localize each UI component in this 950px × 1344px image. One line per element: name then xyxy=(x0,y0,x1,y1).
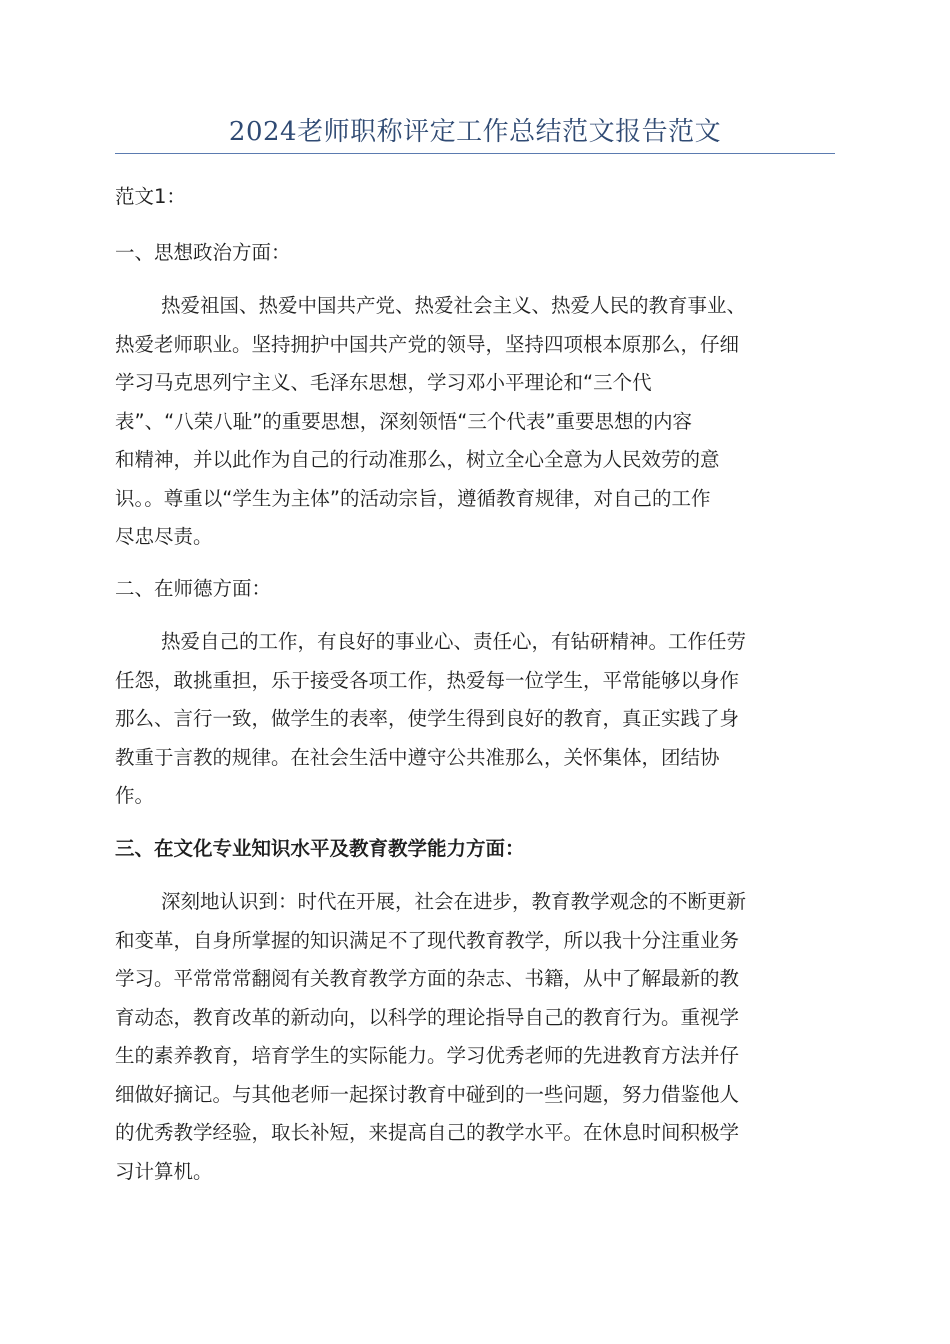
paragraph-line: 深刻地认识到：时代在开展，社会在进步，教育教学观念的不断更新 xyxy=(161,890,747,913)
paragraph-line: 和变革，自身所掌握的知识满足不了现代教育教学，所以我十分注重业务 xyxy=(115,928,740,952)
paragraph-line: 学习马克思列宁主义、毛泽东思想，学习邓小平理论和“三个代 xyxy=(115,371,652,394)
section1-paragraph xyxy=(115,287,835,557)
paragraph-line: 表”、“八荣八耻”的重要思想，深刻领悟“三个代表”重要思想的内容 xyxy=(115,409,693,433)
paragraph-line: 的优秀教学经验，取长补短，来提高自己的教学水平。在休息时间积极学 xyxy=(115,1121,740,1144)
paragraph-line: 热爱自己的工作，有良好的事业心、责任心，有钻研精神。工作任劳 xyxy=(161,630,747,653)
section3-heading: 三、在文化专业知识水平及教育教学能力方面： xyxy=(115,837,525,860)
paragraph-line: 育动态，教育改革的新动向，以科学的理论指导自己的教育行为。重视学 xyxy=(115,1005,740,1029)
section2-heading: 二、在师德方面： xyxy=(115,577,272,600)
paragraph-line: 热爱祖国、热爱中国共产党、热爱社会主义、热爱人民的教育事业、 xyxy=(161,294,747,317)
paragraph-line: 热爱老师职业。坚持拥护中国共产党的领导，坚持四项根本原那么，仔细 xyxy=(115,332,740,356)
section1-heading: 一、思想政治方面： xyxy=(115,241,291,264)
paragraph-line: 那么、言行一致，做学生的表率，使学生得到良好的教育，真正实践了身 xyxy=(115,707,740,730)
document-title: 2024老师职称评定工作总结范文报告范文 xyxy=(228,117,722,147)
paragraph-line: 尽忠尽责。 xyxy=(115,525,213,548)
paragraph-line: 生的素养教育，培育学生的实际能力。学习优秀老师的先进教育方法并仔 xyxy=(115,1044,740,1067)
sample-label: 范文1： xyxy=(115,185,186,208)
section2-paragraph xyxy=(115,623,835,816)
paragraph-line: 细做好摘记。与其他老师一起探讨教育中碰到的一些问题，努力借鉴他人 xyxy=(115,1082,740,1106)
paragraph-line: 和精神，并以此作为自己的行动准那么，树立全心全意为人民效劳的意 xyxy=(115,448,720,471)
section3-paragraph xyxy=(115,883,835,1191)
paragraph-line: 学习。平常常常翻阅有关教育教学方面的杂志、书籍，从中了解最新的教 xyxy=(115,967,740,990)
paragraph-line: 识。。尊重以“学生为主体”的活动宗旨，遵循教育规律，对自己的工作 xyxy=(115,486,711,510)
title-underline xyxy=(115,153,835,154)
paragraph-line: 任怨，敢挑重担，乐于接受各项工作，热爱每一位学生，平常能够以身作 xyxy=(115,668,740,692)
paragraph-line: 教重于言教的规律。在社会生活中遵守公共准那么，关怀集体，团结协 xyxy=(115,745,720,769)
paragraph-line: 作。 xyxy=(115,784,155,807)
paragraph-line: 习计算机。 xyxy=(115,1159,213,1183)
